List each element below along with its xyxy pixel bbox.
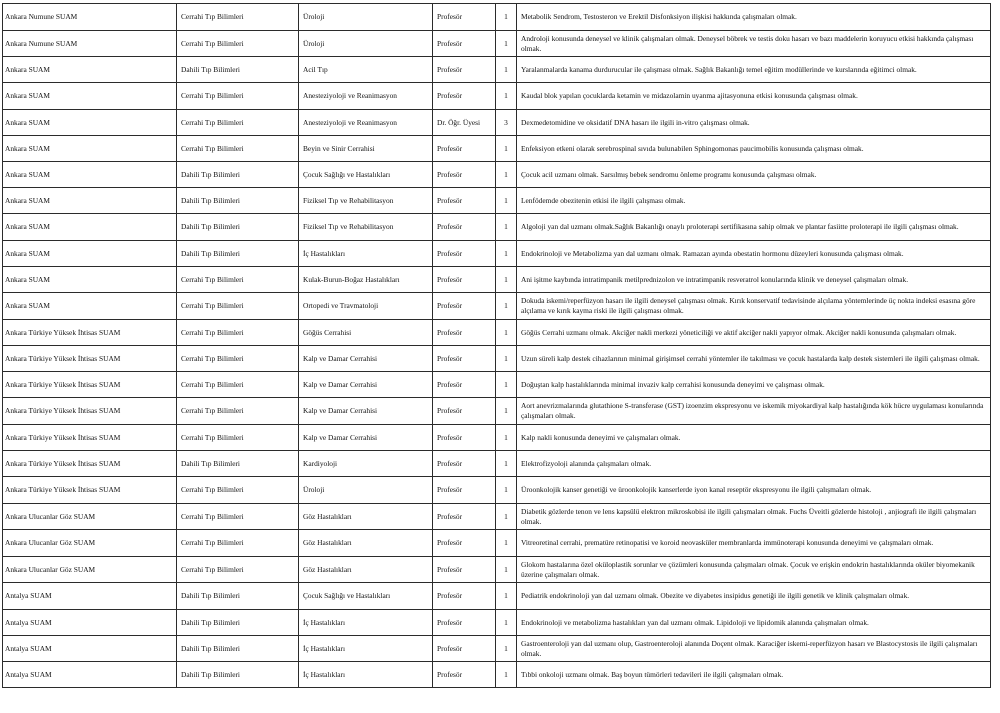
table-row <box>3 346 991 372</box>
cell-division: Dahili Tıp Bilimleri <box>177 162 299 188</box>
cell-description: Endokrinoloji ve Metabolizma yan dal uzmanı olmak. Ramazan ayında obestatin hormonu düzeyleri konusunda çalışması olmak. <box>517 241 991 267</box>
cell-title: Profesör <box>433 293 496 320</box>
cell-count: 3 <box>496 110 517 136</box>
cell-institution: Ankara Türkiye Yüksek İhtisas SUAM <box>3 398 177 425</box>
cell-department: İç Hastalıkları <box>299 662 433 688</box>
cell-institution: Antalya SUAM <box>3 662 177 688</box>
cell-count: 1 <box>496 662 517 688</box>
table-row <box>3 57 991 83</box>
cell-description: Uzun süreli kalp destek cihazlarının minimal girişimsel cerrahi yöntemler ile takılması ve çocuk hastalarda kalp destek sistemleri ile ilgili çalışması olmak. <box>517 346 991 372</box>
cell-division: Dahili Tıp Bilimleri <box>177 451 299 477</box>
cell-count: 1 <box>496 504 517 530</box>
cell-description: Göğüs Cerrahi uzmanı olmak. Akciğer nakli merkezi yöneticiliği ve aktif akciğer nakli yapıyor olmak. Akciğer nakli konusunda çalışmaları olmak. <box>517 320 991 346</box>
cell-title: Profesör <box>433 504 496 530</box>
cell-title: Profesör <box>433 610 496 636</box>
cell-count: 1 <box>496 398 517 425</box>
table-row <box>3 425 991 451</box>
cell-department: Göz Hastalıkları <box>299 504 433 530</box>
cell-department: Çocuk Sağlığı ve Hastalıkları <box>299 583 433 610</box>
cell-title: Dr. Öğr. Üyesi <box>433 110 496 136</box>
positions-table <box>2 3 991 688</box>
cell-institution: Ankara SUAM <box>3 293 177 320</box>
cell-institution: Ankara Ulucanlar Göz SUAM <box>3 530 177 557</box>
table-row <box>3 662 991 688</box>
cell-title: Profesör <box>433 583 496 610</box>
cell-institution: Ankara Türkiye Yüksek İhtisas SUAM <box>3 477 177 504</box>
cell-division: Cerrahi Tıp Bilimleri <box>177 110 299 136</box>
cell-title: Profesör <box>433 188 496 214</box>
cell-title: Profesör <box>433 162 496 188</box>
table-row <box>3 188 991 214</box>
cell-title: Profesör <box>433 320 496 346</box>
cell-count: 1 <box>496 83 517 110</box>
cell-count: 1 <box>496 136 517 162</box>
cell-count: 1 <box>496 241 517 267</box>
cell-title: Profesör <box>433 557 496 583</box>
cell-count: 1 <box>496 188 517 214</box>
cell-description: Çocuk acil uzmanı olmak. Sarsılmış bebek sendromu önleme programı konusunda çalışması olmak. <box>517 162 991 188</box>
cell-department: İç Hastalıkları <box>299 610 433 636</box>
cell-division: Cerrahi Tıp Bilimleri <box>177 267 299 293</box>
cell-division: Cerrahi Tıp Bilimleri <box>177 31 299 57</box>
table-row <box>3 557 991 583</box>
cell-title: Profesör <box>433 477 496 504</box>
cell-department: Üroloji <box>299 4 433 31</box>
table-row <box>3 31 991 57</box>
cell-description: Kalp nakli konusunda deneyimi ve çalışmaları olmak. <box>517 425 991 451</box>
cell-department: Göz Hastalıkları <box>299 557 433 583</box>
cell-title: Profesör <box>433 31 496 57</box>
cell-title: Profesör <box>433 214 496 241</box>
cell-institution: Ankara Numune SUAM <box>3 31 177 57</box>
cell-title: Profesör <box>433 4 496 31</box>
cell-count: 1 <box>496 267 517 293</box>
cell-count: 1 <box>496 610 517 636</box>
table-row <box>3 398 991 425</box>
cell-description: Vitreoretinal cerrahi, prematüre retinopatisi ve koroid neovasküler membranlarda immünoterapi konusunda deneyimi ve çalışmaları olmak. <box>517 530 991 557</box>
cell-institution: Ankara SUAM <box>3 188 177 214</box>
table-row <box>3 636 991 662</box>
cell-division: Cerrahi Tıp Bilimleri <box>177 372 299 398</box>
cell-division: Cerrahi Tıp Bilimleri <box>177 504 299 530</box>
cell-institution: Ankara Ulucanlar Göz SUAM <box>3 504 177 530</box>
cell-description: Yaralanmalarda kanama durdurucular ile çalışması olmak. Sağlık Bakanlığı temel eğitim modüllerinde ve kurslarında eğitimci olmak. <box>517 57 991 83</box>
cell-department: Anesteziyoloji ve Reanimasyon <box>299 83 433 110</box>
table-row <box>3 214 991 241</box>
cell-department: Çocuk Sağlığı ve Hastalıkları <box>299 162 433 188</box>
cell-institution: Ankara Türkiye Yüksek İhtisas SUAM <box>3 451 177 477</box>
cell-department: Kalp ve Damar Cerrahisi <box>299 346 433 372</box>
cell-count: 1 <box>496 162 517 188</box>
cell-description: Üroonkolojik kanser genetiği ve üroonkolojik kanserlerde iyon kanal reseptör ekspresyonu ile ilgili çalışmaları olmak. <box>517 477 991 504</box>
cell-title: Profesör <box>433 398 496 425</box>
cell-institution: Ankara Numune SUAM <box>3 4 177 31</box>
cell-division: Dahili Tıp Bilimleri <box>177 662 299 688</box>
cell-division: Dahili Tıp Bilimleri <box>177 610 299 636</box>
cell-description: Tıbbi onkoloji uzmanı olmak. Baş boyun tümörleri tedavileri ile ilgili çalışmaları olmak. <box>517 662 991 688</box>
positions-table-body <box>3 4 991 688</box>
cell-description: Metabolik Sendrom, Testosteron ve Erektil Disfonksiyon ilişkisi hakkında çalışmaları olmak. <box>517 4 991 31</box>
cell-count: 1 <box>496 57 517 83</box>
cell-department: Fiziksel Tıp ve Rehabilitasyon <box>299 214 433 241</box>
cell-division: Dahili Tıp Bilimleri <box>177 636 299 662</box>
cell-description: Elektrofizyoloji alanında çalışmaları olmak. <box>517 451 991 477</box>
table-row <box>3 162 991 188</box>
cell-description: Algoloji yan dal uzmanı olmak.Sağlık Bakanlığı onaylı proloterapi sertifikasına sahip olmak ve plantar fasiitte proloterapi ile ilgili çalışması olmak. <box>517 214 991 241</box>
cell-department: Kulak-Burun-Boğaz Hastalıkları <box>299 267 433 293</box>
cell-institution: Ankara SUAM <box>3 57 177 83</box>
table-row <box>3 136 991 162</box>
cell-division: Dahili Tıp Bilimleri <box>177 57 299 83</box>
cell-division: Cerrahi Tıp Bilimleri <box>177 136 299 162</box>
cell-title: Profesör <box>433 530 496 557</box>
table-row <box>3 477 991 504</box>
cell-division: Cerrahi Tıp Bilimleri <box>177 4 299 31</box>
cell-institution: Ankara SUAM <box>3 214 177 241</box>
cell-department: İç Hastalıkları <box>299 241 433 267</box>
cell-institution: Ankara Türkiye Yüksek İhtisas SUAM <box>3 320 177 346</box>
cell-division: Cerrahi Tıp Bilimleri <box>177 425 299 451</box>
cell-department: İç Hastalıkları <box>299 636 433 662</box>
table-row <box>3 83 991 110</box>
cell-description: Kaudal blok yapılan çocuklarda ketamin ve midazolamin uyanma ajitasyonuna etkisi konusunda çalışması olmak. <box>517 83 991 110</box>
cell-title: Profesör <box>433 372 496 398</box>
cell-department: Ortopedi ve Travmatoloji <box>299 293 433 320</box>
cell-institution: Ankara Türkiye Yüksek İhtisas SUAM <box>3 346 177 372</box>
cell-count: 1 <box>496 31 517 57</box>
cell-count: 1 <box>496 636 517 662</box>
cell-department: Anesteziyoloji ve Reanimasyon <box>299 110 433 136</box>
cell-department: Fiziksel Tıp ve Rehabilitasyon <box>299 188 433 214</box>
cell-department: Beyin ve Sinir Cerrahisi <box>299 136 433 162</box>
cell-description: Dokuda iskemi/reperfüzyon hasarı ile ilgili deneysel çalışması olmak. Kırık konservatif tedavisinde alçılama yöntemlerinde üç nokta indeksi esasına göre alçılama ve kırık kayma riski ile ilgili çalışması olmak. <box>517 293 991 320</box>
table-row <box>3 267 991 293</box>
cell-institution: Antalya SUAM <box>3 636 177 662</box>
table-row <box>3 293 991 320</box>
cell-title: Profesör <box>433 346 496 372</box>
cell-department: Kardiyoloji <box>299 451 433 477</box>
cell-count: 1 <box>496 214 517 241</box>
table-row <box>3 583 991 610</box>
cell-institution: Ankara SUAM <box>3 136 177 162</box>
cell-count: 1 <box>496 372 517 398</box>
cell-institution: Ankara Ulucanlar Göz SUAM <box>3 557 177 583</box>
cell-division: Cerrahi Tıp Bilimleri <box>177 530 299 557</box>
cell-division: Cerrahi Tıp Bilimleri <box>177 346 299 372</box>
cell-division: Cerrahi Tıp Bilimleri <box>177 557 299 583</box>
cell-description: Glokom hastalarına özel oküloplastik sorunlar ve çözümleri konusunda çalışmaları olmak. Çocuk ve erişkin endokrin hastalıklarında oküler biyomekanik üzerine çalışmaları olmak. <box>517 557 991 583</box>
cell-title: Profesör <box>433 451 496 477</box>
table-row <box>3 4 991 31</box>
cell-department: Üroloji <box>299 477 433 504</box>
cell-institution: Ankara SUAM <box>3 241 177 267</box>
cell-title: Profesör <box>433 425 496 451</box>
cell-division: Cerrahi Tıp Bilimleri <box>177 293 299 320</box>
cell-institution: Ankara SUAM <box>3 162 177 188</box>
cell-department: Acil Tıp <box>299 57 433 83</box>
cell-institution: Antalya SUAM <box>3 610 177 636</box>
cell-institution: Ankara Türkiye Yüksek İhtisas SUAM <box>3 425 177 451</box>
table-row <box>3 530 991 557</box>
cell-count: 1 <box>496 293 517 320</box>
cell-title: Profesör <box>433 57 496 83</box>
cell-description: Pediatrik endokrinoloji yan dal uzmanı olmak. Obezite ve diyabetes insipidus genetiği ile ilgili genetik ve klinik çalışmaları olmak. <box>517 583 991 610</box>
cell-description: Androloji konusunda deneysel ve klinik çalışmaları olmak. Deneysel böbrek ve testis doku hasarı ve bazı maddelerin koruyucu etkisi hakkında çalışması olmak. <box>517 31 991 57</box>
cell-description: Diabetik gözlerde tenon ve lens kapsülü elektron mikroskobisi ile ilgili çalışmaları olmak. Fuchs Üveitli gözlerde histoloji , anjiografi ile ilgili çalışmaları olmak. <box>517 504 991 530</box>
cell-title: Profesör <box>433 662 496 688</box>
cell-division: Dahili Tıp Bilimleri <box>177 188 299 214</box>
cell-description: Aort anevrizmalarında glutathione S-transferase (GST) izoenzim ekspresyonu ve iskemik miyokardiyal kalp hastalığında kök hücre uygulaması konularında çalışmaları olmak. <box>517 398 991 425</box>
cell-department: Kalp ve Damar Cerrahisi <box>299 425 433 451</box>
cell-description: Enfeksiyon etkeni olarak serebrospinal sıvıda bulunabilen Sphingomonas paucimobilis konusunda çalışması olmak. <box>517 136 991 162</box>
cell-institution: Ankara SUAM <box>3 267 177 293</box>
cell-title: Profesör <box>433 636 496 662</box>
table-row <box>3 372 991 398</box>
cell-title: Profesör <box>433 83 496 110</box>
cell-department: Göğüs Cerrahisi <box>299 320 433 346</box>
cell-department: Göz Hastalıkları <box>299 530 433 557</box>
cell-count: 1 <box>496 320 517 346</box>
cell-title: Profesör <box>433 241 496 267</box>
cell-description: Doğuştan kalp hastalıklarında minimal invaziv kalp cerrahisi konusunda deneyimi ve çalışması olmak. <box>517 372 991 398</box>
cell-description: Gastroenteroloji yan dal uzmanı olup, Gastroenteroloji alanında Doçent olmak. Karaciğer iskemi-reperfüzyon hasarı ve Blastocystosis ile ilgili çalışmaları olmak. <box>517 636 991 662</box>
cell-department: Üroloji <box>299 31 433 57</box>
cell-count: 1 <box>496 557 517 583</box>
cell-division: Cerrahi Tıp Bilimleri <box>177 477 299 504</box>
cell-count: 1 <box>496 477 517 504</box>
cell-institution: Ankara SUAM <box>3 110 177 136</box>
cell-title: Profesör <box>433 136 496 162</box>
cell-title: Profesör <box>433 267 496 293</box>
cell-department: Kalp ve Damar Cerrahisi <box>299 398 433 425</box>
cell-division: Cerrahi Tıp Bilimleri <box>177 320 299 346</box>
cell-description: Endokrinoloji ve metabolizma hastalıkları yan dal uzmanı olmak. Lipidoloji ve lipidomik alanında çalışmaları olmak. <box>517 610 991 636</box>
cell-division: Dahili Tıp Bilimleri <box>177 241 299 267</box>
table-row <box>3 110 991 136</box>
cell-division: Cerrahi Tıp Bilimleri <box>177 83 299 110</box>
cell-description: Dexmedetomidine ve oksidatif DNA hasarı ile ilgili in-vitro çalışması olmak. <box>517 110 991 136</box>
cell-count: 1 <box>496 425 517 451</box>
cell-count: 1 <box>496 583 517 610</box>
cell-division: Cerrahi Tıp Bilimleri <box>177 398 299 425</box>
cell-description: Ani işitme kaybında intratimpanik metilprednizolon ve intratimpanik resveratrol konularında klinik ve deneysel çalışmaları olmak. <box>517 267 991 293</box>
cell-count: 1 <box>496 4 517 31</box>
cell-count: 1 <box>496 346 517 372</box>
table-row <box>3 241 991 267</box>
table-row <box>3 320 991 346</box>
cell-description: Lenfödemde obezitenin etkisi ile ilgili çalışması olmak. <box>517 188 991 214</box>
table-row <box>3 451 991 477</box>
cell-department: Kalp ve Damar Cerrahisi <box>299 372 433 398</box>
cell-division: Dahili Tıp Bilimleri <box>177 583 299 610</box>
cell-institution: Ankara Türkiye Yüksek İhtisas SUAM <box>3 372 177 398</box>
table-row <box>3 504 991 530</box>
cell-institution: Ankara SUAM <box>3 83 177 110</box>
cell-count: 1 <box>496 530 517 557</box>
cell-count: 1 <box>496 451 517 477</box>
cell-division: Dahili Tıp Bilimleri <box>177 214 299 241</box>
cell-institution: Antalya SUAM <box>3 583 177 610</box>
table-row <box>3 610 991 636</box>
